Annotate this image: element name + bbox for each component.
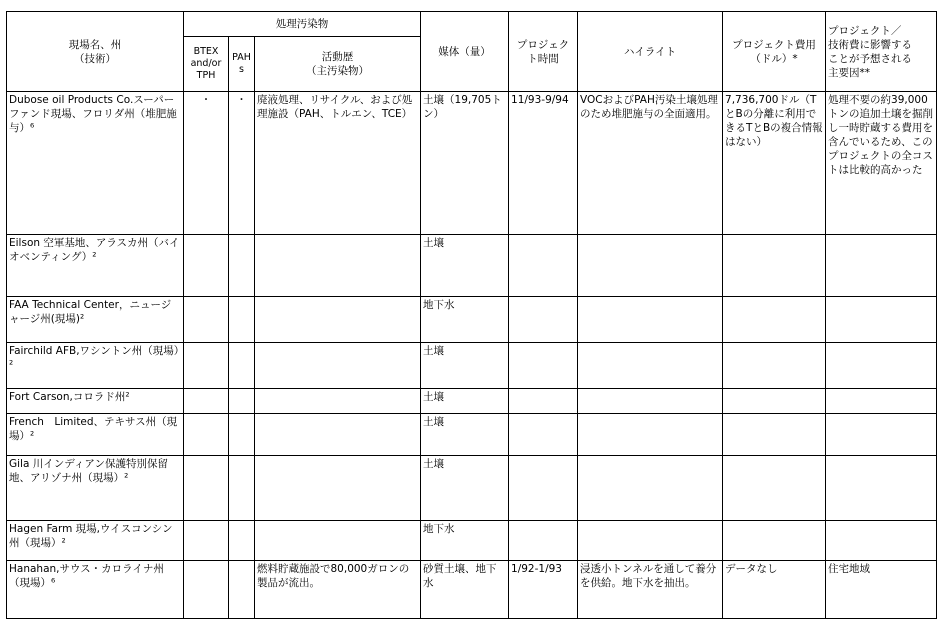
cell-highlight: [578, 297, 723, 343]
cell-pahs: [229, 561, 255, 619]
cell-cost: データなし: [723, 561, 826, 619]
cell-period: 11/93-9/94: [509, 92, 578, 235]
cell-cost: [723, 414, 826, 456]
table-row: [7, 343, 937, 389]
cell-activity: 燃料貯蔵施設で80,000ガロンの製品が流出。: [255, 561, 421, 619]
table-row: [7, 389, 937, 414]
cell-highlight: [578, 521, 723, 561]
cell-highlight: VOCおよびPAH汚染土壌処理のため堆肥施与の全面適用。: [578, 92, 723, 235]
cell-cost: [723, 389, 826, 414]
cell-pahs: [229, 343, 255, 389]
cell-media: 土壌（19,705トン）: [421, 92, 509, 235]
cell-site: Gila 川インディアン保護特別保留地、アリゾナ州（現場）²: [7, 456, 184, 521]
cell-site: FAA Technical Center，ニュージャージ州(現場)²: [7, 297, 184, 343]
cell-activity: [255, 456, 421, 521]
header-activity: 活動歴 （主汚染物）: [255, 37, 421, 92]
table-row: [7, 92, 937, 235]
cell-media: 土壌: [421, 343, 509, 389]
cell-factors: [826, 343, 937, 389]
cell-highlight: [578, 235, 723, 297]
cell-cost: [723, 456, 826, 521]
cell-btex: [184, 297, 229, 343]
cell-cost: [723, 235, 826, 297]
cell-factors: [826, 389, 937, 414]
table-row: [7, 521, 937, 561]
cell-pahs: [229, 389, 255, 414]
cell-btex: [184, 561, 229, 619]
cell-activity: [255, 235, 421, 297]
cell-pahs: [229, 297, 255, 343]
cell-media: 土壌: [421, 389, 509, 414]
cell-factors: [826, 297, 937, 343]
cell-activity: [255, 414, 421, 456]
cell-activity: [255, 389, 421, 414]
cell-btex: [184, 521, 229, 561]
cell-cost: [723, 521, 826, 561]
header-pahs: PAH s: [229, 37, 255, 92]
cell-period: [509, 521, 578, 561]
cell-highlight: [578, 389, 723, 414]
cell-btex: [184, 235, 229, 297]
cell-pahs: [229, 521, 255, 561]
cell-activity: [255, 297, 421, 343]
cell-pahs: [229, 235, 255, 297]
cell-pahs: [229, 456, 255, 521]
cell-activity: [255, 521, 421, 561]
cell-site: Dubose oil Products Co.スーパーファンド現場、フロリダ州（堆肥施与）⁶: [7, 92, 184, 235]
table-row: [7, 456, 937, 521]
cell-cost: 7,736,700ドル（TとBの分離に利用できるTとBの複合情報はない）: [723, 92, 826, 235]
cell-btex: ・: [184, 92, 229, 235]
cell-factors: [826, 235, 937, 297]
cell-btex: [184, 343, 229, 389]
cell-activity: 廃液処理、リサイクル、および処理施設（PAH、トルエン、TCE）: [255, 92, 421, 235]
header-contaminants: 処理汚染物: [184, 12, 421, 37]
cell-factors: 処理不要の約39,000トンの追加土壌を掘削し一時貯蔵する費用を含んでいるため、このプロジェクトの全コストは比較的高かった: [826, 92, 937, 235]
header-btex: BTEX and/or TPH: [184, 37, 229, 92]
cell-period: [509, 235, 578, 297]
cell-site: Hagen Farm 現場,ウイスコンシン州（現場）²: [7, 521, 184, 561]
cell-site: Eilson 空軍基地、アラスカ州（バイオベンティング）²: [7, 235, 184, 297]
cell-period: [509, 414, 578, 456]
table-row: [7, 414, 937, 456]
cell-site: French Limited、テキサス州（現場）²: [7, 414, 184, 456]
cell-cost: [723, 297, 826, 343]
cell-media: 地下水: [421, 521, 509, 561]
cell-highlight: 浸透小トンネルを通して養分を供給。地下水を抽出。: [578, 561, 723, 619]
cell-factors: [826, 521, 937, 561]
table-row: [7, 561, 937, 619]
cell-highlight: [578, 456, 723, 521]
cell-highlight: [578, 343, 723, 389]
header-site: 現場名、州 （技術）: [7, 12, 184, 92]
cell-media: 土壌: [421, 235, 509, 297]
header-media: 媒体（量）: [421, 12, 509, 92]
header-factors: プロジェクト／ 技術費に影響する ことが予想される 主要因**: [826, 12, 937, 92]
header-highlight: ハイライト: [578, 12, 723, 92]
cell-activity: [255, 343, 421, 389]
cell-media: 土壌: [421, 414, 509, 456]
table-row: [7, 297, 937, 343]
cell-site: Fairchild AFB,ワシントン州（現場）²: [7, 343, 184, 389]
cell-period: [509, 456, 578, 521]
cell-period: [509, 343, 578, 389]
cell-period: [509, 389, 578, 414]
cell-media: 砂質土壌、地下水: [421, 561, 509, 619]
cell-media: 地下水: [421, 297, 509, 343]
table-row: [7, 235, 937, 297]
cell-pahs: ・: [229, 92, 255, 235]
cell-media: 土壌: [421, 456, 509, 521]
cell-period: [509, 297, 578, 343]
cell-site: Hanahan,サウス・カロライナ州（現場）⁶: [7, 561, 184, 619]
cell-factors: 住宅地域: [826, 561, 937, 619]
header-period: プロジェク ト時間: [509, 12, 578, 92]
cell-btex: [184, 456, 229, 521]
cell-btex: [184, 414, 229, 456]
cell-pahs: [229, 414, 255, 456]
cell-highlight: [578, 414, 723, 456]
cell-site: Fort Carson,コロラド州²: [7, 389, 184, 414]
header-cost: プロジェクト費用 （ドル）*: [723, 12, 826, 92]
cell-period: 1/92-1/93: [509, 561, 578, 619]
cell-btex: [184, 389, 229, 414]
remediation-table: [6, 11, 937, 619]
cell-cost: [723, 343, 826, 389]
cell-factors: [826, 456, 937, 521]
cell-factors: [826, 414, 937, 456]
